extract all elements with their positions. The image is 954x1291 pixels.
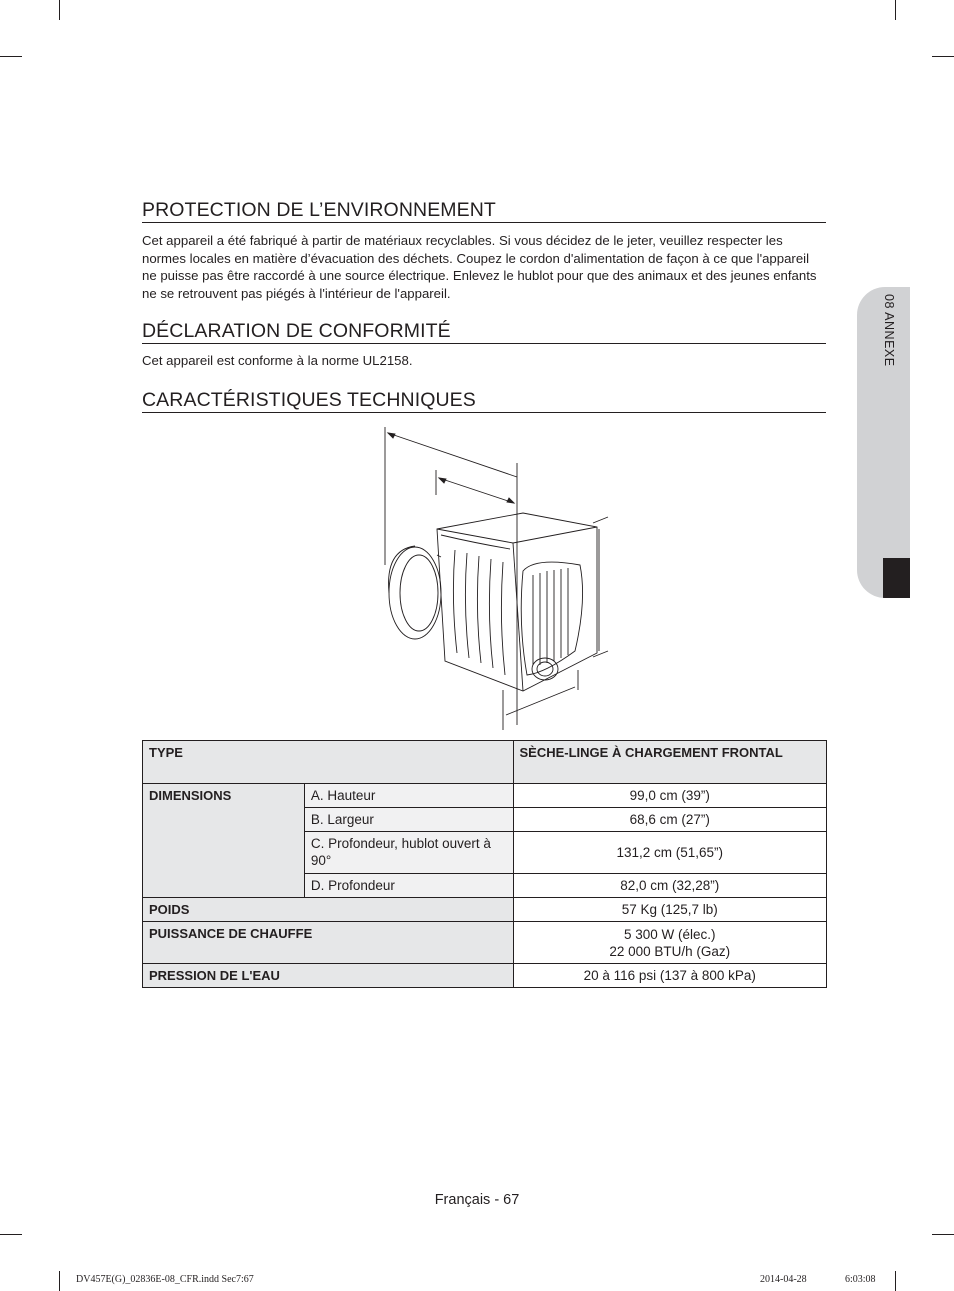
specs-table: [142, 740, 827, 988]
dimension-depth-door-open-value: 131,2 cm (51,65”): [513, 832, 827, 874]
dimensions-label: DIMENSIONS: [143, 784, 305, 898]
crop-mark: [932, 1234, 954, 1235]
weight-value: 57 Kg (125,7 lb): [513, 898, 827, 922]
crop-mark: [0, 56, 22, 57]
table-row: [143, 784, 827, 808]
dimension-depth-door-open-label: C. Profondeur, hublot ouvert à 90°: [304, 832, 513, 874]
chapter-tab: [857, 287, 910, 598]
page-number: Français - 67: [434, 1192, 520, 1208]
crop-mark: [59, 0, 60, 20]
dimension-depth-label: D. Profondeur: [304, 874, 513, 898]
crop-mark: [0, 1234, 22, 1235]
type-value: SÈCHE-LINGE À CHARGEMENT FRONTAL: [513, 741, 827, 784]
chapter-tab-marker: [883, 558, 910, 598]
print-date: 2014-04-28: [760, 1274, 807, 1285]
type-label: TYPE: [143, 741, 514, 784]
table-row: [143, 741, 827, 784]
conformity-text: Cet appareil est conforme à la norme UL2158.: [142, 353, 413, 368]
crop-mark: [932, 56, 954, 57]
dimension-height-label: A. Hauteur: [304, 784, 513, 808]
dimension-depth-value: 82,0 cm (32,28”): [513, 874, 827, 898]
table-row: [143, 964, 827, 988]
dimension-width-value: 68,6 cm (27”): [513, 808, 827, 832]
heating-power-label: PUISSANCE DE CHAUFFE: [143, 922, 514, 964]
crop-mark: [895, 1271, 896, 1291]
weight-label: POIDS: [143, 898, 514, 922]
environment-text: Cet appareil a été fabriqué à partir de matériaux recyclables. Si vous décidez de le jeter, veuillez respecter les normes locales en matière d’évacuation des déchets. Coupez le cordon d'alimentation de façon à ce que l'appareil ne puisse pas être raccordé à une source électrique. Enlevez le hublot pour que des animaux et des jeunes enfants ne se retrouvent pas piégés à l'intérieur de l'appareil.: [142, 233, 817, 301]
specs-heading: CARACTÉRISTIQUES TECHNIQUES: [142, 389, 826, 413]
print-time: 6:03:08: [845, 1274, 876, 1285]
water-pressure-label: PRESSION DE L'EAU: [143, 964, 514, 988]
heating-power-gas: 22 000 BTU/h (Gaz): [609, 943, 731, 959]
dimension-height-value: 99,0 cm (39”): [513, 784, 827, 808]
table-row: [143, 898, 827, 922]
heating-power-electric: 5 300 W (élec.): [623, 926, 716, 942]
dimension-width-label: B. Largeur: [304, 808, 513, 832]
water-pressure-value: 20 à 116 psi (137 à 800 kPa): [513, 964, 827, 988]
heating-power-value: [513, 922, 827, 964]
conformity-heading: DÉCLARATION DE CONFORMITÉ: [142, 320, 826, 344]
environment-heading: PROTECTION DE L’ENVIRONNEMENT: [142, 199, 826, 223]
dryer-dimension-diagram: [375, 425, 620, 730]
chapter-tab-label: 08 ANNEXE: [882, 294, 896, 367]
crop-mark: [895, 0, 896, 20]
crop-mark: [59, 1271, 60, 1291]
print-file-name: DV457E(G)_02836E-08_CFR.indd Sec7:67: [76, 1274, 254, 1285]
table-row: [143, 922, 827, 964]
